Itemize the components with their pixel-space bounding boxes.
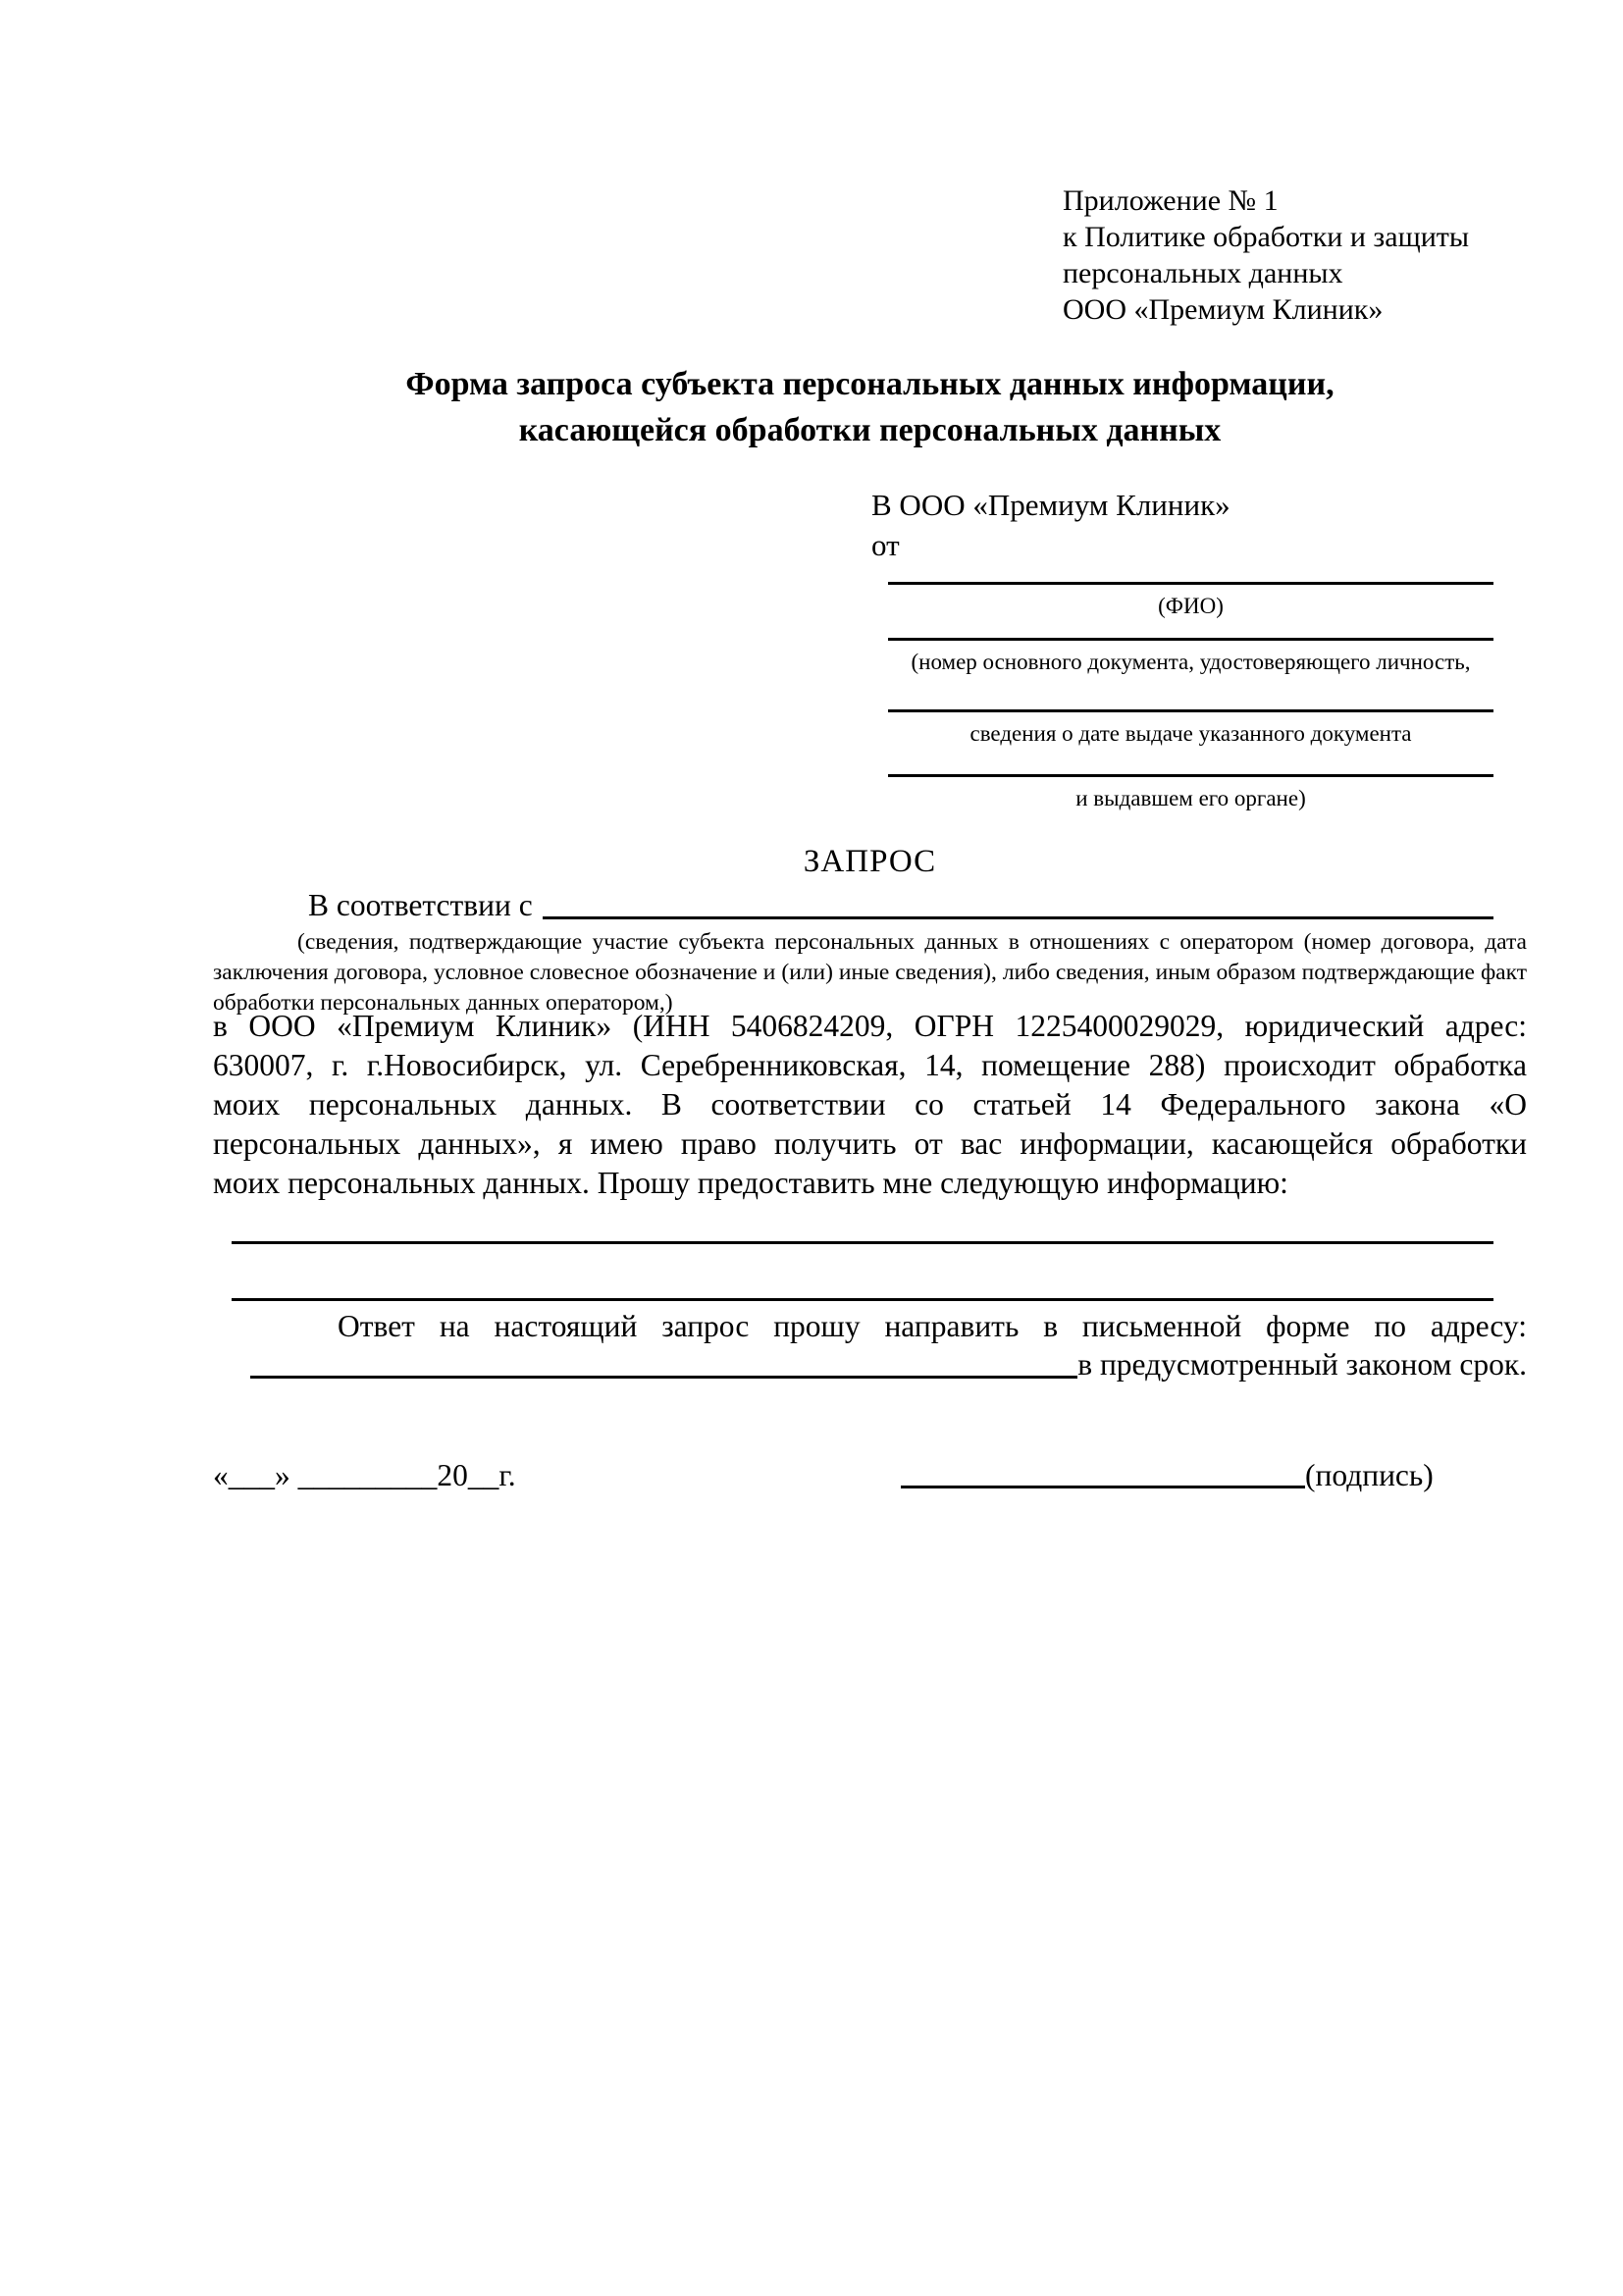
page-title (213, 361, 1527, 453)
page-title-line: Форма запроса субъекта персональных данных информации, (405, 366, 1335, 402)
signature-caption: (подпись) (1305, 1458, 1434, 1492)
reply-instruction-line: Ответ на настоящий запрос прошу направить в письменной форме по адресу: (338, 1309, 1527, 1343)
date-blank: «___» _________20__г. (213, 1458, 516, 1492)
note-line: заключения договора, условное словесное обозначение и (или) иные сведения), либо сведения, иным образом подтверждающие факт (213, 960, 1527, 985)
identity-doc-blank-line (888, 638, 1493, 641)
body-paragraph (213, 1007, 1527, 1203)
fio-blank-line (888, 582, 1493, 585)
issue-date-caption: сведения о дате выдаче указанного документа (969, 721, 1412, 746)
issuing-authority-blank-line (888, 774, 1493, 777)
addressee-organization: В ООО «Премиум Клиник» (871, 488, 1230, 522)
body-line: 630007, г. г.Новосибирск, ул. Серебренниковская, 14, помещение 288) происходит обработка (213, 1048, 1527, 1082)
body-line: персональных данных», я имею право получить от вас информации, касающейся обработки (213, 1126, 1527, 1161)
body-line: в ООО «Премиум Клиник» (ИНН 5406824209, ОГРН 1225400029029, юридический адрес: (213, 1009, 1527, 1043)
reply-address-blank-line (250, 1344, 1077, 1379)
appendix-line: Приложение № 1 (1063, 184, 1279, 217)
requested-info-blank-line-2 (232, 1298, 1493, 1301)
reply-address-line (213, 1344, 1527, 1385)
intro-line (213, 884, 1493, 927)
appendix-line: персональных данных (1063, 257, 1343, 289)
body-line: моих персональных данных. Прошу предоставить мне следующую информацию: (213, 1166, 1288, 1200)
intro-label: В соответствии с (308, 888, 533, 922)
explanatory-note (213, 927, 1527, 1018)
intro-blank-line (543, 884, 1493, 919)
fio-caption: (ФИО) (1158, 594, 1224, 618)
body-line: моих персональных данных. В соответствии со статьей 14 Федерального закона «О (213, 1087, 1527, 1122)
appendix-line: ООО «Премиум Клиник» (1063, 293, 1384, 326)
signature-blank-line (901, 1456, 1305, 1488)
identity-doc-caption: (номер основного документа, удостоверяющего личность, (911, 650, 1471, 674)
note-line: (сведения, подтверждающие участие субъекта персональных данных в отношениях с оператором (номер договора, дата (297, 929, 1527, 955)
appendix-line: к Политике обработки и защиты (1063, 221, 1470, 253)
signature-block (901, 1456, 1434, 1495)
issuing-authority-caption: и выдавшем его органе) (1075, 786, 1306, 810)
reply-deadline-text: в предусмотренный законом срок. (1077, 1347, 1527, 1382)
request-heading: ЗАПРОС (803, 844, 937, 879)
note-line: обработки персональных данных оператором,) (213, 990, 673, 1016)
appendix-block (1063, 183, 1469, 328)
addressee-from-label: от (871, 528, 900, 562)
page-title-line: касающейся обработки персональных данных (518, 412, 1222, 448)
requested-info-blank-line-1 (232, 1241, 1493, 1244)
issue-date-blank-line (888, 709, 1493, 712)
